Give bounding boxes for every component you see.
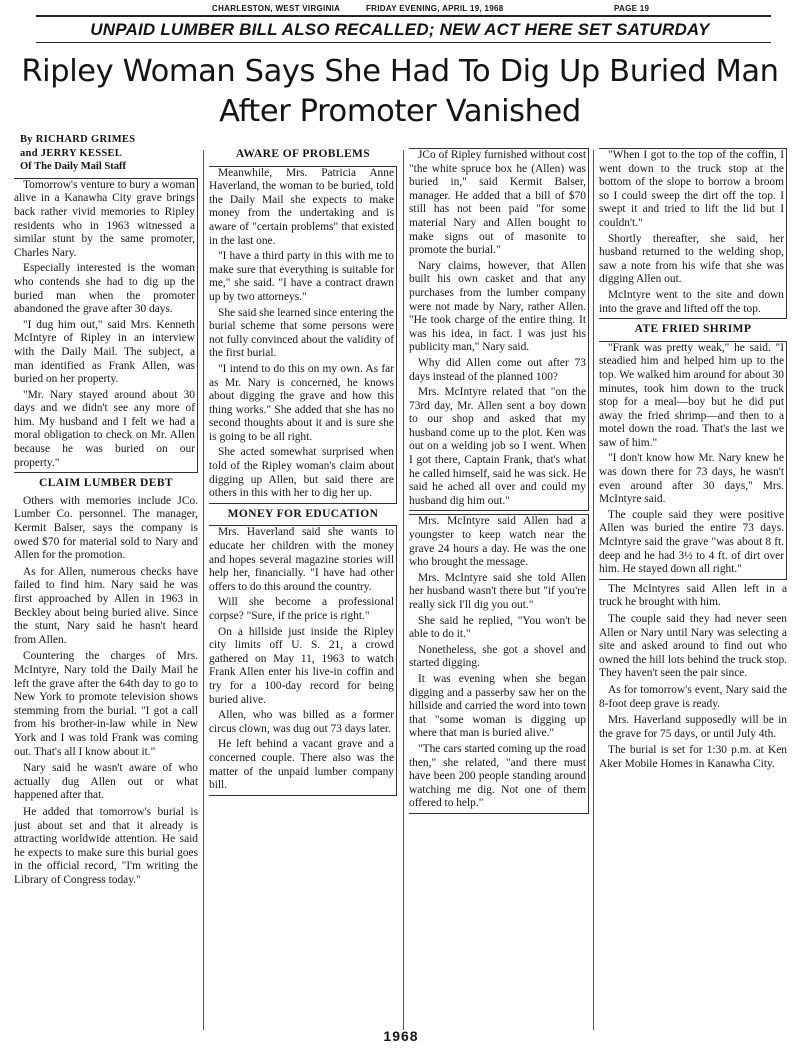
main-headline	[0, 52, 800, 132]
paragraph: Mrs. Haverland supposedly will be in the grave for 75 days, or until July 4th.	[599, 714, 787, 740]
paragraph: JCo of Ripley furnished without cost "the white spruce box he (Allen) was buried in," said Kermit Balser, manager. He added that a bill of $70 still has not been paid "for some material Nary and Allen bought to make signs out of masonite to promote the burial."	[409, 149, 587, 257]
paragraph: Countering the charges of Mrs. McIntyre, Nary told the Daily Mail he left the grave after the 64th day to go to New York to promote television shows stemming from the burial. "I got a call from his brother-in-law while in New York and I was told Frank was coming out. That's all I know about it."	[14, 650, 198, 758]
paragraph: Mrs. Haverland said she wants to educate her children with the money and hopes several magazine stories will help her, financially. "I have had other offers to do this around the country.	[209, 526, 394, 593]
byline-author-2: and JERRY KESSEL	[20, 147, 123, 159]
paragraph: He added that tomorrow's burial is just about set and that it already is attracting worldwide attention. He said he expects to make sure this burial goes in the official record, "I'm writing the Library of Congress today."	[14, 805, 198, 886]
paragraph: "I intend to do this on my own. As far as Mr. Nary is concerned, he knows about digging the grave and how this thing works." She added that she has no second thoughts about it and is sure she is going to be all right.	[209, 362, 394, 443]
paragraph: Why did Allen come out after 73 days instead of the planned 100?	[409, 356, 586, 383]
subhead-aware-of-problems: AWARE OF PROBLEMS	[235, 148, 371, 160]
folio-location: CHARLESTON, WEST VIRGINIA	[212, 4, 341, 13]
article-column-2	[209, 148, 397, 1028]
paragraph: McIntyre went to the site and down into the grave and lifted off the top.	[599, 288, 784, 315]
boxed-text	[409, 148, 589, 511]
boxed-text	[599, 148, 787, 319]
paragraph: "I dug him out," said Mrs. Kenneth McIntyre of Ripley in an interview with the Daily Mail. The subject, a man identified as Frank Allen, was buried on her property.	[14, 318, 195, 386]
kicker-headline: UNPAID LUMBER BILL ALSO RECALLED; NEW ACT HERE SET SATURDAY	[90, 20, 710, 39]
paragraph: It was evening when she began digging and a passerby saw her on the hillside and carried the word into town that "some woman is digging up where that man is buried alive."	[409, 672, 586, 740]
paragraph: "When I got to the top of the coffin, I went down to the truck stop at the bottom of the slope to borrow a broom so I could sweep the dirt off the top. I swept it and tried to lift the lid but I couldn't."	[599, 149, 784, 229]
paragraph: The couple said they were positive Allen was buried the entire 73 days. McIntyre said the grave "was about 8 ft. deep and he had 3½ to 4 ft. of dirt over him. He stayed down all right."	[599, 508, 784, 576]
paragraph: Will she become a professional corpse? "Sure, if the price is right."	[209, 596, 394, 622]
paragraph: Mrs. McIntyre said Allen had a youngster to keep watch near the grave 24 hours a day. He was the one who brought the message.	[409, 515, 586, 569]
folio-date: FRIDAY EVENING, APRIL 19, 1968	[366, 4, 504, 13]
paragraph: As for tomorrow's event, Nary said the 8-foot deep grave is ready.	[599, 683, 787, 710]
paragraph: "The cars started coming up the road then," she related, "and there must have been 200 people standing around watching me dig. Not one of them offered to help."	[409, 742, 586, 810]
paragraph: On a hillside just inside the Ripley city limits off U. S. 21, a crowd gathered on May 11, 1963 to watch Frank Allen enter his live-in coffin and try for a 100-day record for being buried alive.	[209, 625, 394, 706]
byline-author-1: By RICHARD GRIMES	[20, 134, 136, 145]
paragraph: Nary said he wasn't aware of who actually dug Allen out or what happened after that.	[14, 762, 198, 802]
subhead-ate-fried-shrimp: ATE FRIED SHRIMP	[634, 323, 752, 336]
paragraph: "Frank was pretty weak," he said. "I steadied him and helped him up to the top. We walked him around for about 30 minutes, took him down to the truck stop for a meal—boy but he did put away the fried shrimp—and then to a motel down the road. That's the last we saw of him."	[599, 341, 784, 449]
column-rule	[593, 150, 594, 1030]
subhead-claim-lumber-debt: CLAIM LUMBER DEBT	[39, 477, 173, 490]
top-rule	[36, 15, 771, 17]
paragraph: The couple said they had never seen Allen or Nary until Nary was selecting a site and asked around to find out who owned the hill lots behind the truck stop. They haven't seen the pair since.	[599, 613, 787, 680]
paragraph: The McIntyres said Allen left in a truck he brought with him.	[599, 582, 787, 609]
boxed-text	[209, 525, 397, 795]
column-rule	[203, 150, 204, 1030]
paragraph: As for Allen, numerous checks have failed to find him. Nary said he was first approached by Allen in 1963 in Beckley about being buried alive. Since the stunt, Nary said he hasn't heard from Allen.	[14, 565, 198, 646]
headline-line-2: After Promoter Vanished	[219, 94, 581, 129]
paragraph: She acted somewhat surprised when told of the Ripley woman's claim about digging up Allen, but said there are others in this with her to dig her up.	[209, 446, 394, 500]
paragraph: "I have a third party in this with me to make sure that everything is suitable for me," she said. "I have a contract drawn up by two attorneys."	[209, 250, 394, 303]
paragraph: Tomorrow's venture to bury a woman alive in a Kanawha City grave brings back rather vivid memories to Ripley residents who in 1963 witnessed a similar stunt by the same promoter, Charles Nary.	[14, 178, 195, 259]
paragraph: "Mr. Nary stayed around about 30 days and we didn't see any more of him. My husband and I felt we had a moral obligation to check on Mr. Allen because he was buried on our property."	[14, 388, 195, 469]
column-rule	[403, 150, 404, 1030]
paragraph: Especially interested is the woman who contends she had to dig up the buried man when the promoter abandoned the grave after 30 days.	[14, 262, 195, 316]
paragraph: Nary claims, however, that Allen built his own casket and that any purchases from the lumber company were not made by Nary, rather Allen. "He took charge of the entire thing. It was his idea, in fact. I was just his publicity man," Nary said.	[409, 259, 586, 354]
folio-page: PAGE 19	[614, 4, 650, 13]
boxed-text	[14, 178, 198, 473]
paragraph: Others with memories include JCo. Lumber Co. personnel. The manager, Kermit Balser, says the company is owed $70 for material sold to Nary and Allen for the promotion.	[14, 494, 198, 562]
paragraph: She said she learned since entering the burial scheme that some persons were not fully convinced about the validity of the first burial.	[209, 306, 394, 360]
boxed-text	[599, 341, 787, 580]
paragraph: "I don't know how Mr. Nary knew he was down there for 73 days, he wasn't even around after 30 days," Mrs. McIntyre said.	[599, 452, 784, 506]
paragraph: Nonetheless, she got a shovel and started digging.	[409, 643, 586, 670]
article-column-3	[409, 148, 589, 1028]
paragraph: She said he replied, "You won't be able to do it."	[409, 614, 586, 641]
paragraph: The burial is set for 1:30 p.m. at Ken Aker Mobile Homes in Kanawha City.	[599, 744, 787, 770]
paragraph: Mrs. McIntyre said she told Allen her husband wasn't there but "if you're really sick I'll dig you out."	[409, 571, 586, 611]
article-column-4	[599, 148, 787, 1043]
subhead-money-for-education: MONEY FOR EDUCATION	[227, 507, 379, 520]
footer-year: 1968	[383, 1028, 419, 1044]
headline-line-1: Ripley Woman Says She Had To Dig Up Buried Man	[21, 54, 779, 89]
paragraph: He left behind a vacant grave and a concerned couple. There also was the matter of the unpaid lumber company bill.	[209, 738, 394, 792]
boxed-text	[409, 514, 589, 813]
paragraph: Shortly thereafter, she said, her husband returned to the welding shop, saw a note from his wife that she was digging Allen out.	[599, 232, 784, 286]
article-column-1	[14, 133, 198, 1028]
byline-staff: Of The Daily Mail Staff	[20, 161, 126, 173]
kicker-rule	[36, 42, 771, 43]
paragraph: Allen, who was billed as a former circus clown, was dug out 73 days later.	[209, 709, 394, 735]
paragraph: Meanwhile, Mrs. Patricia Anne Haverland, the woman to be buried, told the Daily Mail she expects to make money from the undertaking and is aware of "certain problems" that existed in the last one.	[209, 166, 394, 247]
boxed-text	[209, 166, 397, 504]
paragraph: Mrs. McIntyre related that "on the 73rd day, Mr. Allen sent a boy down to our shop and asked that my husband come up to the plot. Ken was out on a welding job so I went. When I got there, Captain Frank, that's what he called himself, said he was sick. He said he ached all over and could my husband dig him out."	[409, 386, 586, 507]
